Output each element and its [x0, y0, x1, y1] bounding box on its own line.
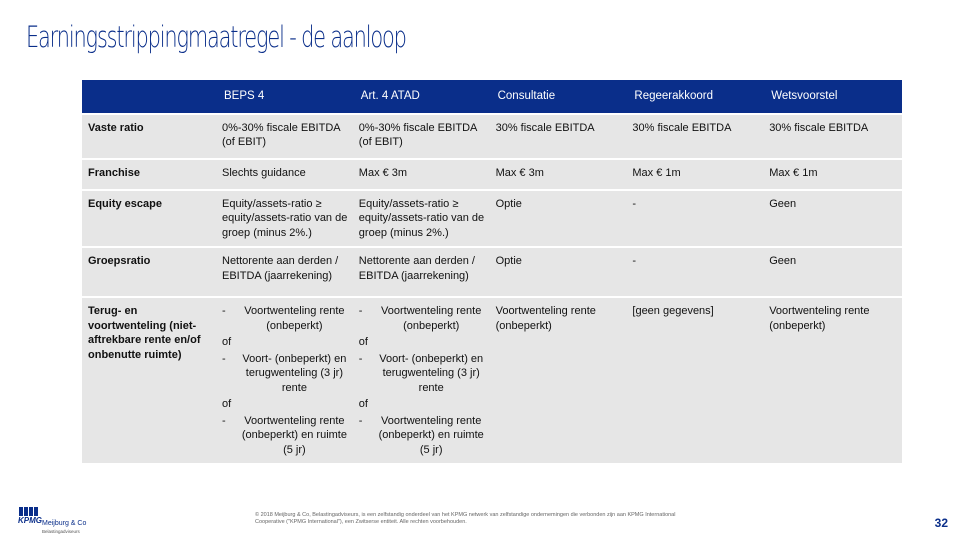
- option-or: of: [358, 398, 368, 410]
- table-cell: 30% fiscale EBITDA: [765, 114, 902, 159]
- footer-disclaimer: © 2018 Meijburg & Co, Belastingadviseurs, is een zelfstandig onderdeel van het KPMG netwerk van zelfstandige ondernemingen die verbonden zijn aan KPMG International Cooperative ("KPMG International"), een Zwitserse entiteit. Alle rechten voorbehouden.: [255, 512, 676, 525]
- row-label: Groepsratio: [82, 247, 218, 297]
- options-cell-atad: [355, 297, 492, 463]
- table-cell: Geen: [765, 190, 902, 248]
- options-cell-beps: [218, 297, 355, 463]
- row-label: Equity escape: [82, 190, 218, 248]
- option-text: Voortwenteling rente (onbeperkt): [381, 305, 482, 332]
- table-row: [82, 114, 902, 159]
- option-text: Voortwenteling rente (onbeperkt): [244, 305, 345, 332]
- table-cell: 0%-30% fiscale EBITDA (of EBIT): [355, 114, 492, 159]
- table-header-row: [82, 80, 902, 114]
- option-item: [359, 414, 486, 458]
- row-label: Terug- en voortwenteling (niet-aftrekbare rente en/of onbenutte ruimte): [82, 297, 218, 463]
- table-row: [82, 297, 902, 463]
- option-dash: -: [222, 305, 226, 317]
- option-text: Voort- (onbeperkt) en terugwenteling (3 jr) rente: [242, 352, 347, 394]
- page-title: Earningsstrippingmaatregel - de aanloop: [26, 20, 406, 54]
- table-cell: Slechts guidance: [218, 159, 355, 190]
- table-cell: Equity/assets-ratio ≥ equity/assets-ratio van de groep (minus 2%.): [218, 190, 355, 248]
- table-cell: Max € 3m: [492, 159, 629, 190]
- table-cell: Equity/assets-ratio ≥ equity/assets-ratio van de groep (minus 2%.): [355, 190, 492, 248]
- table-cell: -: [628, 190, 765, 248]
- table-cell: Max € 1m: [765, 159, 902, 190]
- option-dash: -: [222, 352, 226, 365]
- option-dash: -: [358, 305, 363, 317]
- option-item: [222, 352, 349, 396]
- comparison-table: [82, 80, 902, 463]
- header-empty: [82, 80, 218, 114]
- table-cell: -: [628, 247, 765, 297]
- option-dash: -: [222, 414, 226, 427]
- table-cell: Optie: [492, 190, 629, 248]
- logo-mark-text: KPMG: [18, 516, 42, 525]
- table-cell: Voortwenteling rente (onbeperkt): [765, 297, 902, 463]
- row-label: Vaste ratio: [82, 114, 218, 159]
- header-atad: Art. 4 ATAD: [355, 80, 492, 114]
- table-cell: 30% fiscale EBITDA: [628, 114, 765, 159]
- option-or: of: [222, 398, 232, 410]
- row-label: Franchise: [82, 159, 218, 190]
- table-cell: Max € 3m: [355, 159, 492, 190]
- table-row: [82, 159, 902, 190]
- page-number: 32: [934, 516, 948, 530]
- table-cell: Optie: [492, 247, 629, 297]
- option-text: Voortwenteling rente (onbeperkt) en ruimte (5 jr): [378, 414, 484, 456]
- option-or: of: [358, 336, 368, 348]
- table-cell: Voortwenteling rente (onbeperkt): [492, 297, 629, 463]
- table-cell: Nettorente aan derden / EBITDA (jaarrekening): [218, 247, 355, 297]
- table-cell: Max € 1m: [628, 159, 765, 190]
- option-text: Voortwenteling rente (onbeperkt) en ruimte (5 jr): [241, 414, 347, 456]
- table-cell: Geen: [765, 247, 902, 297]
- option-or: of: [222, 336, 232, 348]
- option-item: [222, 414, 349, 458]
- table-row: [82, 247, 902, 297]
- header-beps4: BEPS 4: [218, 80, 355, 114]
- option-dash: -: [358, 352, 363, 365]
- logo-firm-name: Meijburg & Co: [42, 520, 87, 527]
- header-wetsvoorstel: Wetsvoorstel: [765, 80, 902, 114]
- option-item: [222, 304, 349, 333]
- option-item: [359, 304, 486, 333]
- header-regeerakkoord: Regeerakkoord: [628, 80, 765, 114]
- table-cell: 30% fiscale EBITDA: [492, 114, 629, 159]
- table-row: [82, 190, 902, 248]
- option-text: Voort- (onbeperkt) en terugwenteling (3 jr) rente: [379, 352, 484, 394]
- option-dash: -: [358, 414, 363, 427]
- header-consultatie: Consultatie: [492, 80, 629, 114]
- logo-subtitle: Belastingadviseurs: [42, 529, 80, 534]
- table-cell: [geen gegevens]: [628, 297, 765, 463]
- option-item: [359, 352, 486, 396]
- company-logo: [18, 506, 88, 536]
- table-cell: 0%-30% fiscale EBITDA (of EBIT): [218, 114, 355, 159]
- table-cell: Nettorente aan derden / EBITDA (jaarrekening): [355, 247, 492, 297]
